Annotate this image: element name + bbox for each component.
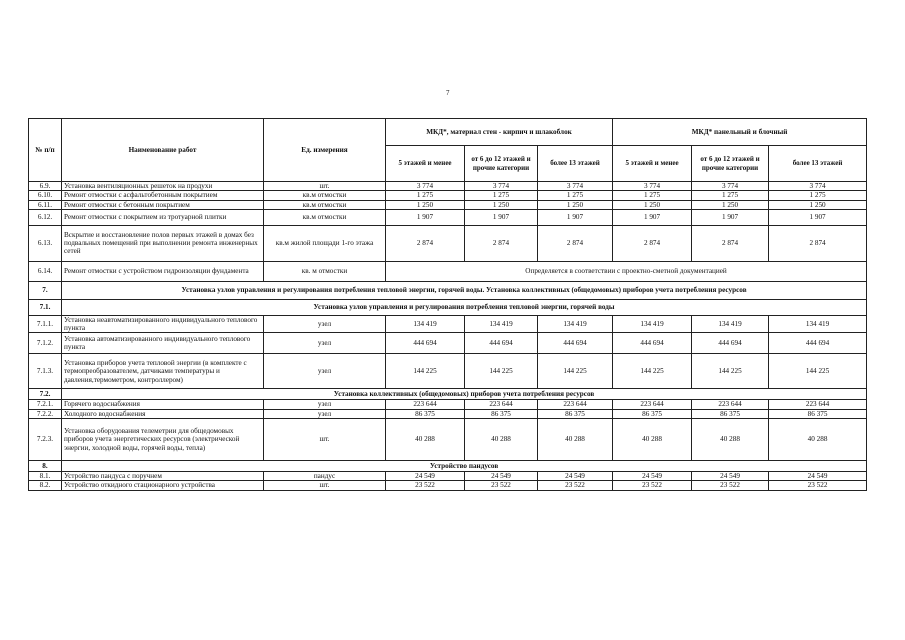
cost-value: 1 275 <box>692 191 769 200</box>
unit-of-measure: кв.м отмостки <box>264 209 386 225</box>
merged-note: Определяется в соответствии с проектно-сметной документацией <box>386 261 867 281</box>
unit-of-measure: узел <box>264 333 386 354</box>
table-row <box>29 191 867 200</box>
work-name: Установка оборудования телеметрии для общедомовых приборов учета энергетических ресурсов (электрической энергии, холодной воды, горячей воды, тепла) <box>62 418 264 460</box>
header-work-name: Наименование работ <box>62 119 264 182</box>
row-number: 7.1.2. <box>29 333 62 354</box>
work-name: Ремонт отмостки с покрытием из тротуарной плитки <box>62 209 264 225</box>
row-number: 7.2. <box>29 389 62 400</box>
cost-value: 3 774 <box>538 182 613 191</box>
work-name: Горячего водоснабжения <box>62 400 264 409</box>
work-name: Установка приборов учета тепловой энергии (в комплекте с термопреобразователем, датчиками температуры и давления,термометром, контроллером) <box>62 354 264 389</box>
table-row <box>29 209 867 225</box>
cost-value: 1 907 <box>613 209 692 225</box>
section-row <box>29 389 867 400</box>
cost-value: 23 522 <box>769 481 867 490</box>
unit-of-measure: пандус <box>264 471 386 480</box>
cost-value: 144 225 <box>538 354 613 389</box>
row-number: 6.12. <box>29 209 62 225</box>
cost-value: 23 522 <box>465 481 538 490</box>
cost-value: 1 250 <box>692 200 769 209</box>
header-brick-13-floors: более 13 этажей <box>538 146 613 182</box>
cost-value: 86 375 <box>692 409 769 418</box>
table-body <box>29 182 867 491</box>
cost-value: 1 250 <box>386 200 465 209</box>
cost-value: 2 874 <box>769 225 867 261</box>
header-brick-6-12-floors: от 6 до 12 этажей и прочие категории <box>465 146 538 182</box>
table-row <box>29 409 867 418</box>
row-number: 8.1. <box>29 471 62 480</box>
section-title: Устройство пандусов <box>62 460 867 471</box>
cost-value: 144 225 <box>386 354 465 389</box>
row-number: 6.14. <box>29 261 62 281</box>
section-title: Установка узлов управления и регулирования потребления тепловой энергии, горячей воды <box>62 299 867 315</box>
row-number: 7.2.2. <box>29 409 62 418</box>
cost-value: 1 275 <box>613 191 692 200</box>
cost-value: 223 644 <box>386 400 465 409</box>
row-number: 8.2. <box>29 481 62 490</box>
cost-value: 1 907 <box>465 209 538 225</box>
cost-value: 2 874 <box>538 225 613 261</box>
section-row <box>29 281 867 299</box>
cost-value: 3 774 <box>769 182 867 191</box>
cost-value: 1 250 <box>769 200 867 209</box>
cost-value: 2 874 <box>465 225 538 261</box>
cost-value: 3 774 <box>386 182 465 191</box>
work-name: Установка неавтоматизированного индивидуального теплового пункта <box>62 315 264 333</box>
row-number: 6.10. <box>29 191 62 200</box>
cost-value: 86 375 <box>769 409 867 418</box>
cost-value: 223 644 <box>613 400 692 409</box>
row-number: 7.1. <box>29 299 62 315</box>
cost-value: 2 874 <box>613 225 692 261</box>
section-row <box>29 460 867 471</box>
row-number: 7.2.1. <box>29 400 62 409</box>
cost-value: 444 694 <box>692 333 769 354</box>
header-unit: Ед. измерения <box>264 119 386 182</box>
cost-value: 223 644 <box>465 400 538 409</box>
cost-value: 134 419 <box>613 315 692 333</box>
cost-value: 444 694 <box>465 333 538 354</box>
unit-of-measure: кв.м отмостки <box>264 200 386 209</box>
unit-of-measure: узел <box>264 400 386 409</box>
row-number: 7.1.3. <box>29 354 62 389</box>
cost-value: 444 694 <box>613 333 692 354</box>
cost-value: 1 275 <box>538 191 613 200</box>
table-row <box>29 354 867 389</box>
section-title: Установка узлов управления и регулирования потребления тепловой энергии, горячей воды. Установка коллективных (общедомовых) приборов учета потребления ресурсов <box>62 281 867 299</box>
table-row <box>29 225 867 261</box>
cost-value: 134 419 <box>386 315 465 333</box>
cost-value: 223 644 <box>692 400 769 409</box>
section-title: Установка коллективных (общедомовых) приборов учета потребления ресурсов <box>62 389 867 400</box>
cost-value: 40 288 <box>613 418 692 460</box>
cost-value: 223 644 <box>538 400 613 409</box>
row-number: 7.2.3. <box>29 418 62 460</box>
table-row <box>29 333 867 354</box>
cost-value: 1 250 <box>538 200 613 209</box>
row-number: 6.13. <box>29 225 62 261</box>
unit-of-measure: шт. <box>264 481 386 490</box>
cost-value: 24 549 <box>386 471 465 480</box>
cost-value: 2 874 <box>692 225 769 261</box>
work-name: Холодного водоснабжения <box>62 409 264 418</box>
unit-of-measure: кв.м отмостки <box>264 191 386 200</box>
work-name: Устройство откидного стационарного устройства <box>62 481 264 490</box>
header-panel-13-floors: более 13 этажей <box>769 146 867 182</box>
row-number: 8. <box>29 460 62 471</box>
cost-value: 3 774 <box>692 182 769 191</box>
table-row <box>29 182 867 191</box>
cost-value: 2 874 <box>386 225 465 261</box>
cost-value: 23 522 <box>692 481 769 490</box>
unit-of-measure: узел <box>264 354 386 389</box>
cost-value: 1 907 <box>386 209 465 225</box>
unit-of-measure: кв.м жилой площади 1-го этажа <box>264 225 386 261</box>
page-number: 7 <box>446 89 450 97</box>
table-row <box>29 200 867 209</box>
cost-value: 86 375 <box>465 409 538 418</box>
header-brick-5-floors: 5 этажей и менее <box>386 146 465 182</box>
work-name: Вскрытие и восстановление полов первых этажей в домах без подвальных помещений при выполнении ремонта инженерных сетей <box>62 225 264 261</box>
unit-of-measure: шт. <box>264 418 386 460</box>
cost-value: 144 225 <box>613 354 692 389</box>
cost-value: 1 250 <box>613 200 692 209</box>
cost-value: 40 288 <box>692 418 769 460</box>
cost-value: 444 694 <box>538 333 613 354</box>
cost-value: 40 288 <box>465 418 538 460</box>
table-row <box>29 418 867 460</box>
cost-value: 40 288 <box>538 418 613 460</box>
cost-value: 223 644 <box>769 400 867 409</box>
cost-value: 86 375 <box>538 409 613 418</box>
cost-value: 3 774 <box>613 182 692 191</box>
cost-value: 444 694 <box>769 333 867 354</box>
cost-value: 40 288 <box>769 418 867 460</box>
cost-value: 1 907 <box>538 209 613 225</box>
cost-value: 444 694 <box>386 333 465 354</box>
cost-value: 1 275 <box>386 191 465 200</box>
header-num: № п/п <box>29 119 62 182</box>
cost-value: 86 375 <box>386 409 465 418</box>
header-panel-6-12-floors: от 6 до 12 этажей и прочие категории <box>692 146 769 182</box>
table-row <box>29 400 867 409</box>
cost-value: 1 907 <box>692 209 769 225</box>
cost-value: 24 549 <box>538 471 613 480</box>
row-number: 6.9. <box>29 182 62 191</box>
row-number: 7.1.1. <box>29 315 62 333</box>
cost-value: 23 522 <box>386 481 465 490</box>
table-row <box>29 481 867 490</box>
unit-of-measure: шт. <box>264 182 386 191</box>
cost-value: 144 225 <box>465 354 538 389</box>
cost-value: 24 549 <box>692 471 769 480</box>
unit-of-measure: узел <box>264 315 386 333</box>
work-name: Ремонт отмостки с асфальтобетонным покрытием <box>62 191 264 200</box>
cost-value: 1 907 <box>769 209 867 225</box>
cost-value: 24 549 <box>769 471 867 480</box>
section-row <box>29 299 867 315</box>
header-group-panel: МКД* панельный и блочный <box>613 119 867 146</box>
cost-table <box>28 118 867 491</box>
cost-value: 1 250 <box>465 200 538 209</box>
cost-value: 144 225 <box>769 354 867 389</box>
table-row <box>29 261 867 281</box>
header-group-brick: МКД*, материал стен - кирпич и шлакоблок <box>386 119 613 146</box>
cost-value: 24 549 <box>613 471 692 480</box>
cost-value: 23 522 <box>613 481 692 490</box>
cost-value: 1 275 <box>465 191 538 200</box>
table-row <box>29 471 867 480</box>
work-name: Установка вентиляционных решеток на продухи <box>62 182 264 191</box>
cost-value: 134 419 <box>692 315 769 333</box>
header-panel-5-floors: 5 этажей и менее <box>613 146 692 182</box>
row-number: 7. <box>29 281 62 299</box>
cost-value: 134 419 <box>769 315 867 333</box>
cost-value: 1 275 <box>769 191 867 200</box>
cost-value: 24 549 <box>465 471 538 480</box>
cost-value: 134 419 <box>538 315 613 333</box>
work-name: Ремонт отмостки с бетонным покрытием <box>62 200 264 209</box>
work-name: Установка автоматизированного индивидуального теплового пункта <box>62 333 264 354</box>
work-name: Устройство пандуса с поручнем <box>62 471 264 480</box>
table-row <box>29 315 867 333</box>
cost-value: 23 522 <box>538 481 613 490</box>
cost-value: 40 288 <box>386 418 465 460</box>
cost-value: 3 774 <box>465 182 538 191</box>
cost-value: 86 375 <box>613 409 692 418</box>
cost-value: 134 419 <box>465 315 538 333</box>
cost-value: 144 225 <box>692 354 769 389</box>
row-number: 6.11. <box>29 200 62 209</box>
unit-of-measure: кв. м отмостки <box>264 261 386 281</box>
work-name: Ремонт отмостки с устройством гидроизоляции фундамента <box>62 261 264 281</box>
unit-of-measure: узел <box>264 409 386 418</box>
